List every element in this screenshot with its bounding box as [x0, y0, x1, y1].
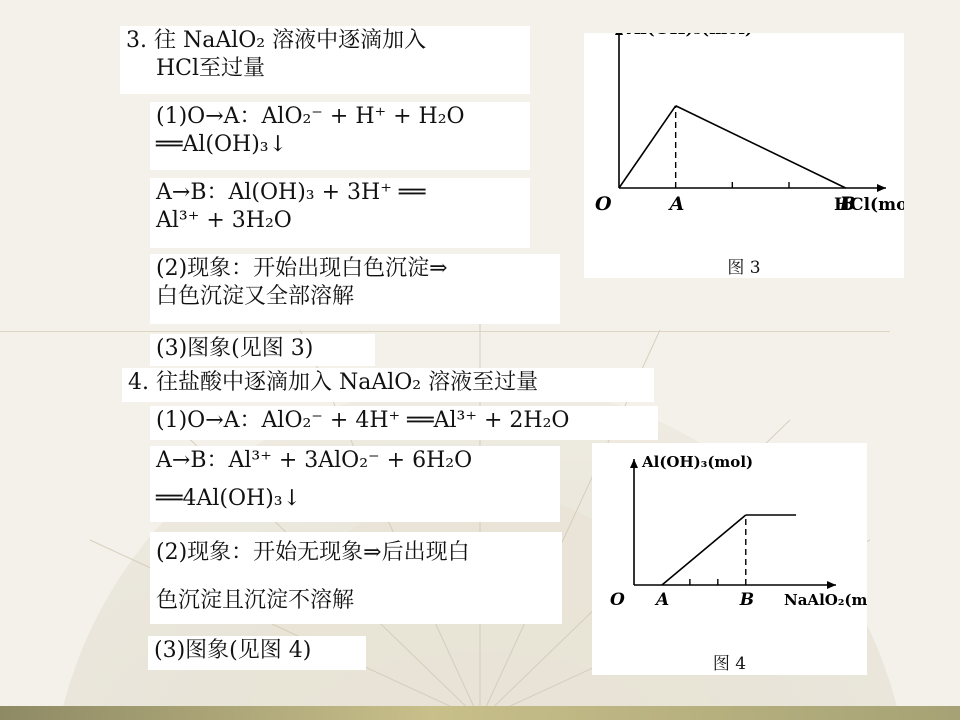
figure-4-chart — [592, 443, 867, 643]
section3-step2 — [150, 178, 530, 248]
section4-title: 4. 往盐酸中逐滴加入 NaAlO₂ 溶液至过量 — [122, 368, 654, 402]
section4-phenomenon-line2: 色沉淀且沉淀不溶解 — [156, 588, 355, 613]
figure-3 — [584, 33, 904, 278]
section3-phenomenon — [150, 254, 560, 324]
x-axis-arrow — [877, 184, 886, 192]
section4-step2 — [150, 446, 560, 522]
section3-step1 — [150, 102, 530, 170]
section3-title-line2: HCl至过量 — [156, 56, 266, 81]
section3-step2-line1: A→B：Al(OH)₃ + 3H⁺ ══ — [156, 180, 426, 205]
section3-phenomenon-line2: 白色沉淀又全部溶解 — [156, 284, 355, 309]
figure-3-caption: 图 3 — [727, 258, 761, 278]
x-axis-arrow — [827, 581, 836, 589]
y-axis-label — [626, 33, 753, 39]
figure-4-caption: 图 4 — [712, 654, 747, 674]
section3-title — [120, 26, 530, 94]
x-mark-B: B — [839, 193, 856, 215]
section4-step2-line2: ══4Al(OH)₃↓ — [156, 486, 302, 511]
y-axis-arrow — [630, 459, 638, 468]
bottom-bar — [0, 706, 960, 720]
section3-title-line1: 3. 往 NaAlO₂ 溶液中逐滴加入 — [126, 28, 427, 53]
section4-phenomenon-line1: (2)现象：开始无现象⇒后出现白 — [156, 540, 470, 565]
figure-4 — [592, 443, 867, 675]
x-mark-A: A — [669, 193, 685, 215]
section3-figure-ref: (3)图象(见图 3) — [150, 334, 375, 366]
data-segment-2 — [676, 106, 846, 188]
origin-label: O — [610, 590, 625, 610]
x-axis-label: HCl(mo — [834, 195, 904, 215]
section3-phenomenon-line1: (2)现象：开始出现白色沉淀⇒ — [156, 256, 448, 281]
section3-step1-line2: ══Al(OH)₃↓ — [156, 132, 288, 157]
origin-label: O — [595, 193, 612, 215]
x-mark-A: A — [655, 590, 670, 610]
section4-phenomenon — [150, 532, 562, 624]
y-axis-arrow — [615, 33, 623, 35]
section3-step1-line1: (1)O→A：AlO₂⁻ + H⁺ + H₂O — [156, 104, 465, 129]
x-mark-B: B — [739, 590, 755, 610]
section4-figure-ref: (3)图象(见图 4) — [148, 636, 366, 670]
divider-line — [0, 331, 890, 332]
section3-step2-line2: Al³⁺ + 3H₂O — [156, 208, 292, 233]
data-segment-1 — [619, 106, 676, 188]
figure-3-chart — [584, 33, 904, 248]
section4-step1: (1)O→A：AlO₂⁻ + 4H⁺ ══Al³⁺ + 2H₂O — [150, 406, 658, 440]
data-segment-1 — [662, 515, 746, 585]
x-axis-label: NaAlO₂(m — [784, 591, 867, 609]
section4-step2-line1: A→B：Al³⁺ + 3AlO₂⁻ + 6H₂O — [156, 448, 473, 473]
y-axis-label: Al(OH)₃(mol) — [642, 453, 754, 471]
